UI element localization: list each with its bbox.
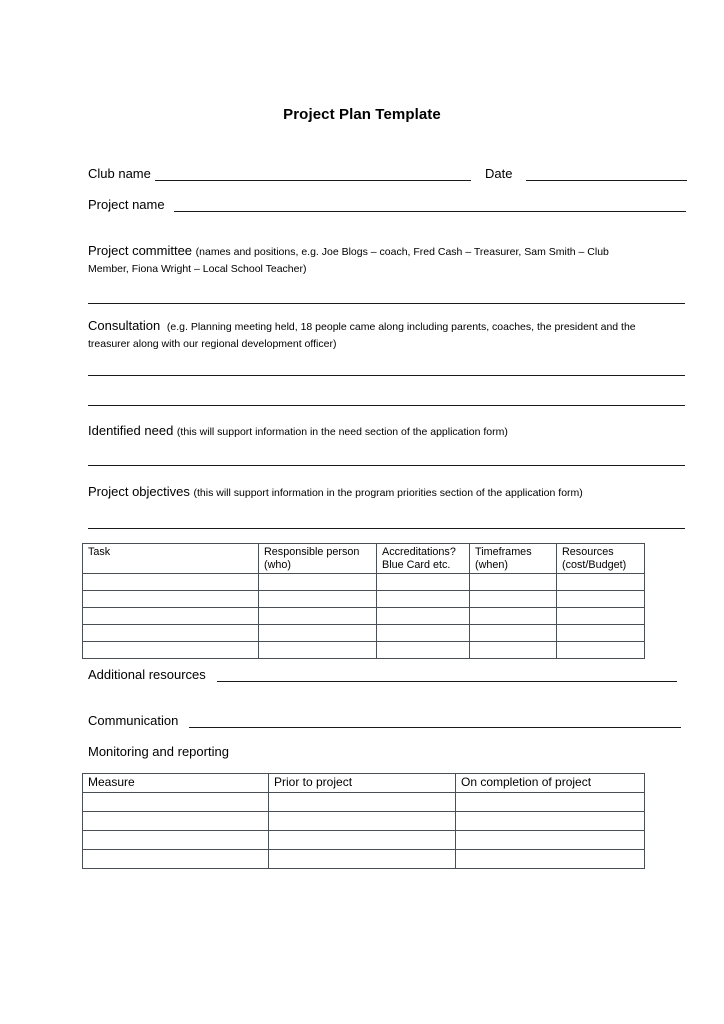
task-cell[interactable] [83, 642, 259, 659]
table-row [83, 642, 645, 659]
measure-table-col-on-completion [456, 774, 645, 793]
header-line-1: Timeframes [475, 546, 532, 558]
table-row [83, 812, 645, 831]
task-cell[interactable] [377, 642, 470, 659]
task-cell[interactable] [557, 642, 645, 659]
page-title: Project Plan Template [283, 106, 441, 123]
field-communication [88, 713, 681, 728]
measure-table-col-measure [83, 774, 269, 793]
task-table-col-accreditations [377, 544, 470, 574]
table-row [83, 574, 645, 591]
communication-label: Communication [88, 713, 179, 728]
header-line-2: (cost/Budget) [562, 558, 627, 571]
table-row [83, 625, 645, 642]
date-label: Date [485, 166, 513, 181]
table-row [83, 793, 645, 812]
task-cell[interactable] [377, 625, 470, 642]
consultation-hint: (e.g. Planning meeting held, 18 people came along including parents, coaches, the president and the treasurer along with our regional development officer) [88, 321, 636, 350]
identified-need-hint: (this will support information in the need section of the application form) [176, 426, 508, 438]
task-cell[interactable] [470, 574, 557, 591]
identified-need-answer-line[interactable] [88, 465, 685, 466]
header-line-1: Prior to project [274, 775, 353, 789]
task-cell[interactable] [259, 574, 377, 591]
header-line-2: Blue Card etc. [382, 558, 451, 571]
header-line-2: (who) [264, 558, 291, 571]
section-project-committee [88, 243, 636, 277]
measure-cell[interactable] [83, 793, 269, 812]
task-cell[interactable] [83, 591, 259, 608]
table-row [83, 591, 645, 608]
field-date [485, 166, 687, 181]
task-cell[interactable] [377, 591, 470, 608]
task-table [82, 543, 645, 659]
task-table-col-timeframes [470, 544, 557, 574]
task-cell[interactable] [470, 608, 557, 625]
measure-cell[interactable] [83, 812, 269, 831]
project-objectives-answer-line[interactable] [88, 528, 685, 529]
measure-cell[interactable] [456, 793, 645, 812]
header-line-2: (when) [475, 558, 509, 571]
measure-cell[interactable] [83, 831, 269, 850]
measure-cell[interactable] [83, 850, 269, 869]
task-cell[interactable] [259, 642, 377, 659]
measure-cell[interactable] [456, 812, 645, 831]
table-row [83, 831, 645, 850]
project-committee-heading: Project committee [88, 243, 193, 258]
measure-table [82, 773, 645, 869]
task-table-col-responsible-person [259, 544, 377, 574]
monitoring-and-reporting-heading: Monitoring and reporting [88, 744, 229, 759]
additional-resources-input[interactable] [217, 668, 677, 682]
additional-resources-label: Additional resources [88, 667, 206, 682]
communication-input[interactable] [189, 714, 681, 728]
field-additional-resources [88, 667, 677, 682]
task-cell[interactable] [83, 574, 259, 591]
project-name-input[interactable] [174, 198, 686, 212]
task-table-col-task [83, 544, 259, 574]
table-row [83, 850, 645, 869]
table-row [83, 608, 645, 625]
consultation-answer-line-1[interactable] [88, 375, 685, 376]
section-project-objectives [88, 484, 698, 501]
task-cell[interactable] [557, 625, 645, 642]
date-input[interactable] [526, 167, 687, 181]
header-line-1: Resources [562, 546, 614, 558]
task-table-col-resources [557, 544, 645, 574]
measure-cell[interactable] [269, 850, 456, 869]
section-identified-need [88, 423, 688, 440]
header-line-1: Accreditations? [382, 546, 456, 558]
identified-need-heading: Identified need [88, 423, 174, 438]
header-line-1: Task [88, 546, 111, 558]
measure-cell[interactable] [456, 850, 645, 869]
project-committee-answer-line[interactable] [88, 303, 685, 304]
task-table-header-row [83, 544, 645, 574]
measure-cell[interactable] [269, 812, 456, 831]
task-cell[interactable] [259, 608, 377, 625]
task-cell[interactable] [377, 574, 470, 591]
club-name-label: Club name [88, 166, 151, 181]
project-objectives-heading: Project objectives [88, 484, 190, 499]
task-cell[interactable] [557, 608, 645, 625]
project-committee-hint: (names and positions, e.g. Joe Blogs – coach, Fred Cash – Treasurer, Sam Smith – Club Member, Fiona Wright – Local School Teacher) [88, 246, 609, 275]
measure-cell[interactable] [456, 831, 645, 850]
measure-table-col-prior-to-project [269, 774, 456, 793]
task-cell[interactable] [557, 574, 645, 591]
task-cell[interactable] [83, 625, 259, 642]
section-consultation [88, 318, 648, 352]
task-cell[interactable] [470, 591, 557, 608]
field-club-name [88, 166, 471, 181]
task-cell[interactable] [83, 608, 259, 625]
task-cell[interactable] [557, 591, 645, 608]
measure-cell[interactable] [269, 831, 456, 850]
consultation-heading: Consultation [88, 318, 161, 333]
task-cell[interactable] [470, 642, 557, 659]
header-line-1: On completion of project [461, 775, 592, 789]
project-name-label: Project name [88, 197, 165, 212]
task-cell[interactable] [377, 608, 470, 625]
task-cell[interactable] [259, 625, 377, 642]
measure-table-header-row [83, 774, 645, 793]
club-name-input[interactable] [155, 167, 471, 181]
header-line-1: Measure [88, 775, 135, 789]
project-objectives-hint: (this will support information in the program priorities section of the application form) [193, 487, 583, 499]
measure-cell[interactable] [269, 793, 456, 812]
task-cell[interactable] [470, 625, 557, 642]
field-project-name [88, 197, 686, 212]
consultation-answer-line-2[interactable] [88, 405, 685, 406]
header-line-1: Responsible person [264, 546, 360, 558]
task-cell[interactable] [259, 591, 377, 608]
